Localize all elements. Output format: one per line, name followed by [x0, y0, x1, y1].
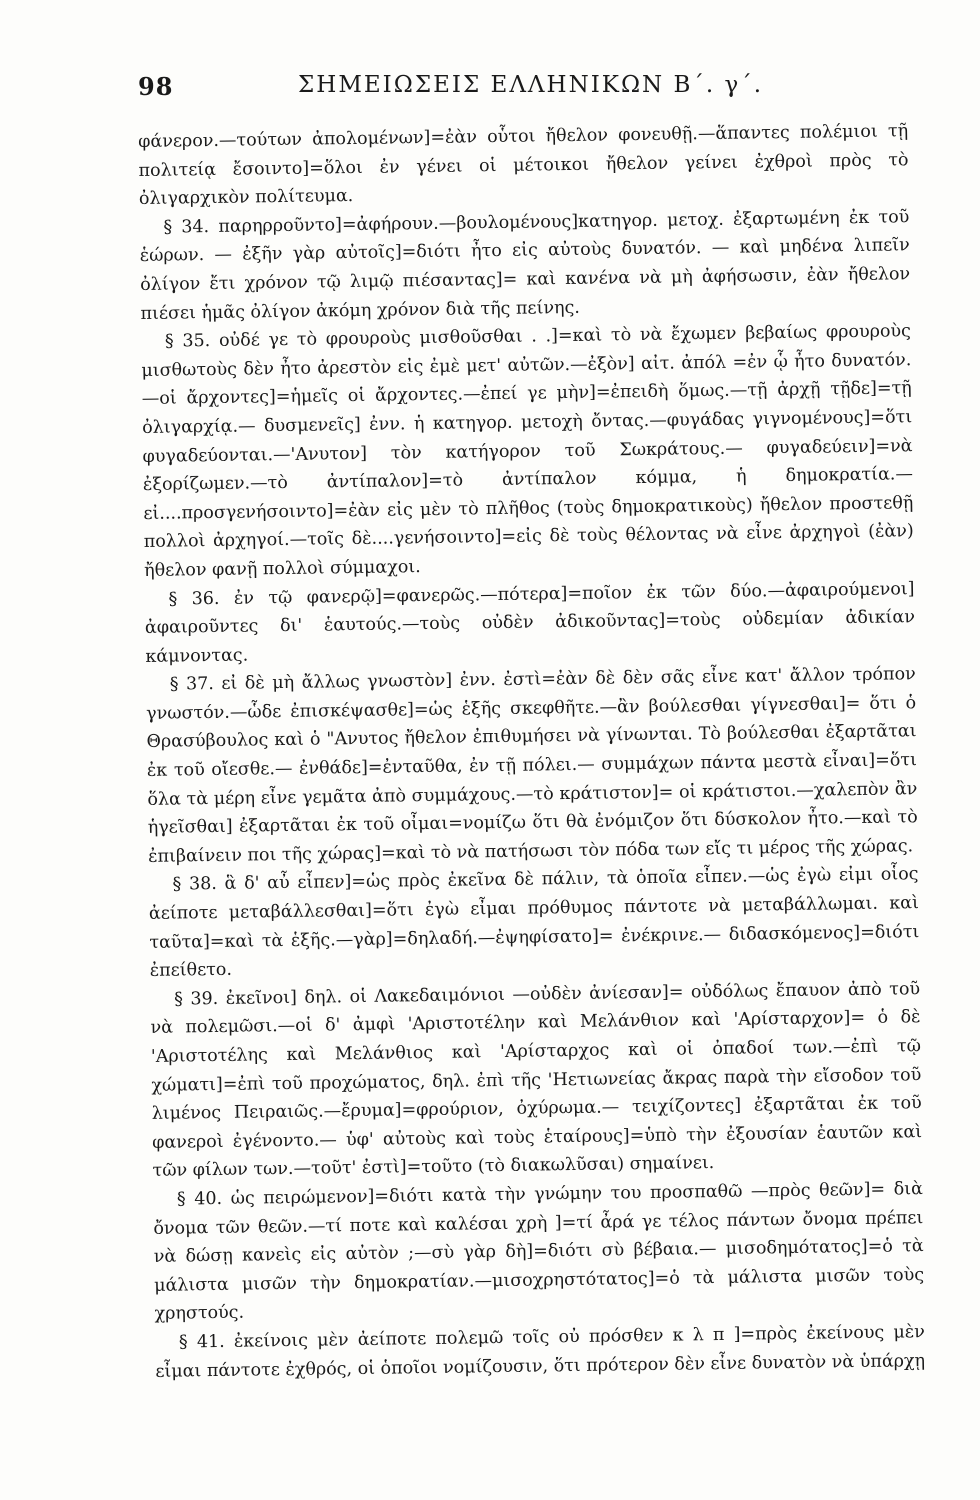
paragraph-section-41: [155, 1318, 926, 1386]
body-text: [138, 117, 925, 1386]
paragraph-text: οὐδέ γε τὸ φρουροὺς μισθοῦσθαι . .]=καὶ τὸ νὰ ἔχωμεν βεβαίως φρουροὺς μισθωτοὺς δὲν ἦτο ἀρεστὸν εἰς ἐμὲ μετ' αὐτῶν.—ἐξὸν] αἰτ. ἀπόλ =ἐν ᾧ ἦτο δυνατόν.—οἱ ἄρχοντες]=ἡμεῖς οἱ ἄρχοντες.—ἐπεί γε μὴν]=ἐπειδὴ ὅμως.—τῇ ἀρχῇ τῇδε]=τῇ ὀλιγαρχίᾳ.— δυσμενεῖς] ἐνν. ἡ κατηγορ. μετοχὴ ὄντας.—φυγάδας γιγνομένους]=ὅτι φυγαδεύονται.—'Ανυτον] τὸν κατήγορον τοῦ Σωκράτους.— φυγαδεύειν]=νὰ ἐξορίζωμεν.—τὸ ἀντίπαλον]=τὸ ἀντίπαλον κόμμα, ἡ δημοκρατία.— εἰ....προσγενήσοιντο]=ἐὰν εἰς μὲν τὸ πλῆθος (τοὺς δημοκρατικοὺς) ἤθελον προστεθῇ πολλοὶ ἀρχηγοί.—τοῖς δὲ....γενήσοιντο]=εἰς δὲ τοὺς θέλοντας νὰ εἶνε ἀρχηγοὶ (ἐὰν) ἤθελον φανῇ πολλοὶ σύμμαχοι.: [141, 321, 914, 581]
section-number: § 39.: [174, 988, 219, 1010]
section-number: § 35.: [164, 331, 211, 352]
section-number: § 37.: [169, 674, 215, 695]
section-number: § 34.: [163, 216, 210, 238]
paragraph-text: εἰ δὲ μὴ ἄλλως γνωστὸν] ἐνν. ἐστὶ=ἐὰν δὲ δὲν σᾶς εἶνε κατ' ἄλλον τρόπον γνωστόν.—ὧδε ἐπισκέψασθε]=ὡς ἑξῆς σκεφθῆτε.—ἂν βούλεσθαι γίγνεσθαι]= ὅτι ὁ Θρασύβουλος καὶ ὁ "Ανυτος ἤθελον ἐπιθυμήσει νὰ γίνωνται. Τὸ βούλεσθαι ἐξαρτᾶται ἐκ τοῦ οἴεσθε.— ἐνθάδε]=ἐνταῦθα, ἐν τῇ πόλει.— συμμάχων πάντα μεστὰ εἶναι]=ὅτι ὅλα τὰ μέρη εἶνε γεμᾶτα ἀπὸ συμμάχους.—τὸ κράτιστον]= οἱ κράτιστοι.—χαλεπὸν ἂν ἡγεῖσθαι] ἐξαρτᾶται ἐκ τοῦ οἶμαι=νομίζω ὅτι θὰ ἐνόμιζον ὅτι δύσκολον ἦτο.—καὶ τὸ ἐπιβαίνειν ποι τῆς χώρας]=καὶ τὸ νὰ πατήσωσι τὸν πόδα των εἴς τι μέρος τῆς χώρας.: [146, 664, 918, 867]
page-header: [138, 72, 908, 106]
paragraph-continuation: [138, 117, 909, 214]
paragraph-text: φάνερον.—τούτων ἀπολομένων]=ἐὰν οὗτοι ἤθελον φονευθῇ.—ἅπαντες πολέμιοι τῇ πολιτείᾳ ἔσοιντο]=ὅλοι ἐν γένει οἱ μέτοικοι ἤθελον γείνει ἐχθροὶ πρὸς τὸ ὀλιγαρχικὸν πολίτευμα.: [138, 121, 909, 210]
paragraph-section-38: [148, 861, 920, 986]
paragraph-text: ὡς πειρώμενον]=διότι κατὰ τὴν γνώμην του προσπαθῶ —πρὸς θεῶν]= διὰ ὄνομα τῶν θεῶν.—τί ποτε καὶ καλέσαι χρὴ ]=τί ἆρά γε τέλος πάντων ὄνομα πρέπει νὰ δώσῃ κανεὶς εἰς αὐτὸν ;—σὺ γὰρ δὴ]=διότι σὺ βέβαια.— μισοδημότατος]=ὁ τὰ μάλιστα μισῶν τὴν δημοκρατίαν.—μισοχρηστότατος]=ὁ τὰ μάλιστα μισῶν τοὺς χρηστούς.: [153, 1179, 925, 1325]
paragraph-section-37: [146, 660, 919, 871]
section-number: § 40.: [176, 1188, 223, 1210]
paragraph-section-40: [153, 1175, 925, 1329]
section-number: § 36.: [168, 588, 220, 610]
paragraph-text: ἐκεῖνοι] δηλ. οἱ Λακεδαιμόνιοι —οὐδὲν ἀνίεσαν]= οὐδόλως ἔπαυον ἀπὸ τοῦ νὰ πολεμῶσι.—οἱ δ' ἀμφὶ 'Αριστοτέλην καὶ Μελάνθιον καὶ 'Αρίσταρχον]= ὁ δὲ 'Αριστοτέλης καὶ Μελάνθιος καὶ 'Αρίσταρχος καὶ οἱ ὀπαδοί των.—ἐπὶ τῷ χώματι]=ἐπὶ τοῦ προχώματος, δηλ. ἐπὶ τῆς 'Ηετιωνείας ἄκρας παρὰ τὴν εἴσοδον τοῦ λιμένος Πειραιῶς.—ἔρυμα]=φρούριον, ὀχύρωμα.— τειχίζοντες] ἐξαρτᾶται ἐκ τοῦ φανεροὶ ἐγένοντο.— ὑφ' αὐτοὺς καὶ τοὺς ἑταίρους]=ὑπὸ τὴν ἐξουσίαν ἑαυτῶν καὶ τῶν φίλων των.—τοῦτ' ἐστὶ]=τοῦτο (τὸ διακωλῦσαι) σημαίνει.: [150, 978, 923, 1182]
paragraph-section-35: [141, 317, 915, 585]
paragraph-section-39: [150, 975, 923, 1186]
paragraph-text: ἃ δ' αὖ εἶπεν]=ὡς πρὸς ἐκεῖνα δὲ πάλιν, τὰ ὁποῖα εἶπεν.—ὡς ἐγὼ εἰμι οἷος ἀείποτε μεταβάλλεσθαι]=ὅτι ἐγὼ εἶμαι πρόθυμος πάντοτε νὰ μεταβάλλωμαι. καὶ ταῦτα]=καὶ τὰ ἑξῆς.—γὰρ]=δηλαδή.—ἐψηφίσατο]= ἐνέκρινε.— διδασκόμενος]=διότι ἐπείθετο.: [148, 864, 920, 982]
paragraph-section-34: [139, 203, 911, 328]
paragraph-text: παρηρροῦντο]=ἀφήρουν.—βουλομένους]κατηγορ. μετοχ. ἐξαρτωμένη ἐκ τοῦ ἑώρων. — ἐξῆν γὰρ αὐτοῖς]=διότι ἦτο εἰς αὐτοὺς δυνατόν. — καὶ μηδένα λιπεῖν ὀλίγον ἔτι χρόνον τῷ λιμῷ πιέσαντας]= καὶ κανένα νὰ μὴ ἀφήσωσιν, ἐὰν ἤθελον πιέσει ἡμᾶς ὀλίγον ἀκόμη χρόνον διὰ τῆς πείνης.: [139, 207, 911, 324]
page-number: 98: [138, 72, 174, 101]
paragraph-section-36: [144, 575, 915, 672]
section-number: § 38.: [172, 874, 218, 896]
paragraph-text: ἐκείνοις μὲν ἀείποτε πολεμῶ τοῖς οὐ πρόσθεν κ λ π ]=πρὸς ἐκείνους μὲν εἶμαι πάντοτε ἐχθρός, οἱ ὁποῖοι νομίζουσιν, ὅτι πρότερον δὲν εἶνε δυνατὸν νὰ ὑπάρχῃ: [155, 1322, 926, 1382]
paragraph-text: ἐν τῷ φανερῷ]=φανερῶς.—πότερα]=ποῖον ἐκ τῶν δύο.—ἀφαιρούμενοι] ἀφαιροῦντες δι' ἑαυτούς.—τοὺς οὐδὲν ἀδικοῦντας]=τοὺς οὐδεμίαν ἀδικίαν κάμνοντας.: [144, 578, 916, 667]
section-number: § 41.: [178, 1331, 225, 1353]
running-title: ΣΗΜΕΙΩΣΕΙΣ ΕΛΛΗΝΙΚΩΝ Β΄. γ΄.: [298, 72, 764, 98]
